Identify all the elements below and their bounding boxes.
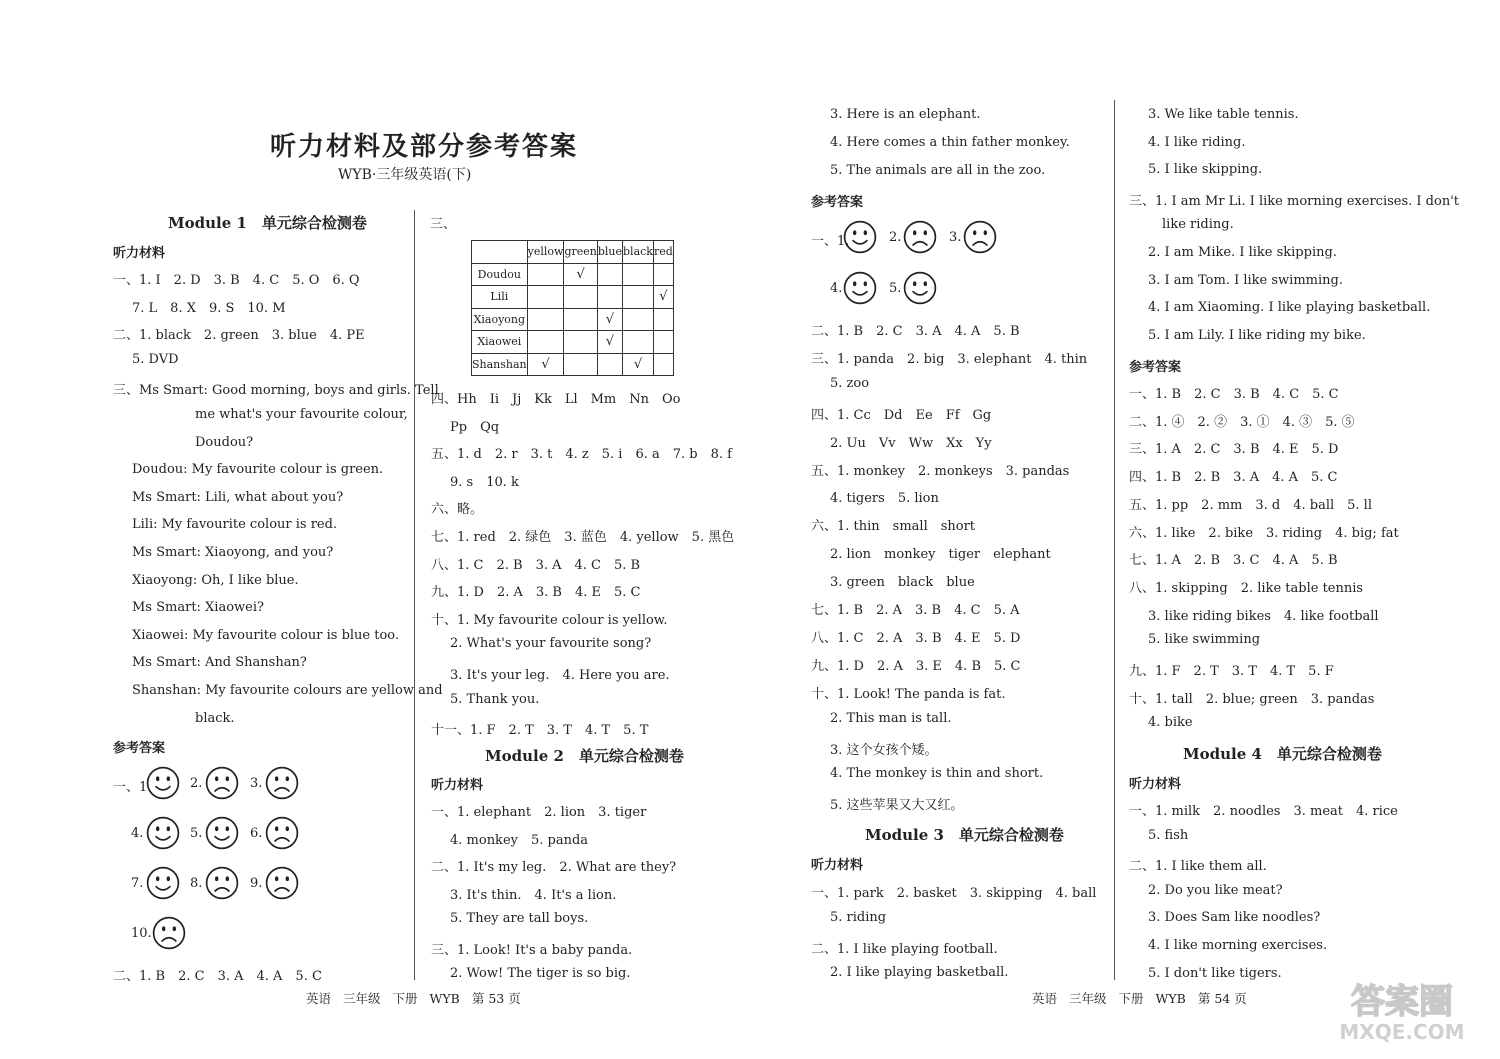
text-line: 3. 这个女孩个矮。: [830, 742, 938, 758]
text-line: 4. tigers 5. lion: [830, 491, 939, 507]
table-cell: [623, 263, 654, 286]
text-line: 4. Here comes a thin father monkey.: [830, 134, 1070, 150]
text-line: 2. Do you like meat?: [1148, 882, 1283, 898]
table-header: yellow: [527, 241, 564, 264]
text-line: 4. monkey 5. panda: [450, 832, 589, 848]
face-number: 5.: [190, 826, 203, 841]
text-line: Ms Smart: And Shanshan?: [132, 655, 307, 671]
table-cell: [564, 286, 597, 309]
text-line: 二、1. It's my leg. 2. What are they?: [431, 860, 677, 875]
text-line: 二、1. black 2. green 3. blue 4. PE: [113, 328, 365, 344]
text-line: 2. This man is tall.: [830, 710, 952, 726]
face-number: 6.: [250, 826, 263, 841]
table-header: green: [564, 241, 597, 264]
text-line: 八、1. C 2. B 3. A 4. C 5. B: [431, 557, 641, 573]
answers-label: 参考答案: [1129, 360, 1182, 375]
face-number: 8.: [190, 876, 203, 891]
table-row: [472, 286, 674, 309]
text-line: 4. bike: [1148, 715, 1193, 731]
text-line: 4. I like riding.: [1148, 134, 1246, 150]
text-line: Ms Smart: Lili, what about you?: [132, 489, 344, 505]
text-line: 3. I am Tom. I like swimming.: [1148, 272, 1343, 288]
text-line: 一、1. elephant 2. lion 3. tiger: [431, 805, 647, 820]
sad-face-icon: [152, 916, 186, 954]
face-number: 4.: [830, 281, 843, 296]
text-line: 5. I don't like tigers.: [1148, 965, 1282, 981]
text-line: Shanshan: My favourite colours are yellow and: [132, 683, 443, 698]
text-line: black.: [195, 710, 235, 726]
text-line: 二、1. ④ 2. ② 3. ① 4. ③ 5. ⑤: [1129, 414, 1355, 430]
module-4-heading: Module 4 单元综合检测卷: [1183, 745, 1382, 763]
footer-left: [306, 989, 533, 1007]
text-line: 3. We like table tennis.: [1148, 107, 1299, 122]
text-line: 三、1. I am Mr Li. I like morning exercises. I don't: [1129, 193, 1459, 209]
text-line: 二、1. I like playing football.: [811, 941, 998, 957]
face-number: 3.: [250, 776, 263, 791]
footer-item: 英语: [1032, 991, 1058, 1006]
table-cell: [623, 286, 654, 309]
text-line: Ms Smart: Xiaowei?: [132, 600, 264, 616]
smiling-face-icon: [903, 271, 937, 309]
text-line: 5. They are tall boys.: [450, 911, 589, 926]
text-line: 一、1. I 2. D 3. B 4. C 5. O 6. Q: [113, 273, 360, 288]
text-line: Ms Smart: Xiaoyong, and you?: [132, 545, 334, 560]
text-line: 六、1. like 2. bike 3. riding 4. big; fat: [1129, 525, 1399, 541]
text-line: 7. L 8. X 9. S 10. M: [132, 300, 286, 316]
table-cell: [527, 286, 564, 309]
footer-item: 三年级: [1069, 991, 1107, 1006]
text-line: 2. What's your favourite song?: [450, 636, 652, 652]
text-line: 二、1. B 2. C 3. A 4. A 5. B: [811, 324, 1020, 339]
table-cell: [527, 308, 564, 331]
watermark-logo: [1322, 975, 1482, 1045]
text-line: 八、1. C 2. A 3. B 4. E 5. D: [811, 630, 1021, 646]
table-cell: [597, 353, 622, 376]
text-line: 七、1. A 2. B 3. C 4. A 5. B: [1129, 553, 1338, 569]
text-line: 5. The animals are all in the zoo.: [830, 162, 1046, 178]
text-line: 2. lion monkey tiger elephant: [830, 547, 1051, 563]
table-cell: [653, 331, 673, 354]
text-line: 三、1. panda 2. big 3. elephant 4. thin: [811, 351, 1088, 367]
answer-line: 二、1. B 2. C 3. A 4. A 5. C: [113, 969, 322, 984]
listening-label: 听力材料: [431, 778, 484, 793]
text-line: 5. riding: [830, 909, 887, 925]
smiling-face-icon: [843, 220, 877, 258]
table-header: blue: [597, 241, 622, 264]
text-line: 九、1. D 2. A 3. E 4. B 5. C: [811, 658, 1021, 674]
text-line: 十、1. tall 2. blue; green 3. pandas: [1129, 691, 1375, 707]
text-line: 一、1. milk 2. noodles 3. meat 4. rice: [1129, 804, 1398, 819]
text-line: 5. I like skipping.: [1148, 162, 1263, 178]
row-name: Xiaowei: [472, 331, 528, 354]
text-line: 2. Uu Vv Ww Xx Yy: [830, 435, 992, 451]
footer-item: 英语: [306, 991, 332, 1006]
table-cell: [653, 263, 673, 286]
text-line: 3. Here is an elephant.: [830, 107, 981, 122]
text-line: 4. The monkey is thin and short.: [830, 766, 1044, 782]
text-line: 四、1. B 2. B 3. A 4. A 5. C: [1129, 470, 1338, 486]
row-name: Xiaoyong: [472, 308, 528, 331]
text-line: 5. like swimming: [1148, 632, 1261, 648]
column-divider: [414, 210, 415, 980]
text-line: 3. green black blue: [830, 575, 975, 591]
face-number: 4.: [131, 826, 144, 841]
answers-label: 参考答案: [113, 741, 166, 756]
text-line: 五、1. d 2. r 3. t 4. z 5. i 6. a 7. b 8. f: [431, 447, 732, 463]
color-table: [471, 240, 674, 376]
sad-face-icon: [903, 220, 937, 258]
table-cell: [623, 308, 654, 331]
table-cell: [527, 331, 564, 354]
sad-face-icon: [265, 766, 299, 804]
table-cell: √: [623, 353, 654, 376]
text-line: 七、1. red 2. 绿色 3. 蓝色 4. yellow 5. 黑色: [431, 530, 735, 545]
text-line: 5. I am Lily. I like riding my bike.: [1148, 327, 1366, 343]
face-number: 7.: [131, 876, 144, 891]
face-number: 9.: [250, 876, 263, 891]
table-cell: [564, 308, 597, 331]
table-cell: √: [564, 263, 597, 286]
text-line: 四、Hh Ii Jj Kk Ll Mm Nn Oo: [431, 392, 681, 407]
row-name: Lili: [472, 286, 528, 309]
watermark-text: 答案圈: [1351, 982, 1453, 1022]
smiling-face-icon: [146, 866, 180, 904]
text-line: Xiaoyong: Oh, I like blue.: [132, 572, 299, 588]
table-row: [472, 353, 674, 376]
text-line: 2. I am Mike. I like skipping.: [1148, 245, 1337, 260]
footer-item: 下册: [1118, 991, 1144, 1006]
watermark-url: MXQE.COM: [1339, 1020, 1465, 1044]
text-line: 六、略。: [431, 502, 484, 518]
table-cell: [527, 263, 564, 286]
smiling-face-icon: [843, 271, 877, 309]
text-line: Pp Qq: [450, 419, 500, 435]
text-line: 9. s 10. k: [450, 474, 519, 490]
text-line: 3. It's your leg. 4. Here you are.: [450, 668, 670, 683]
face-number: 10.: [131, 926, 152, 941]
text-line: 六、1. thin small short: [811, 519, 976, 535]
table-cell: √: [597, 331, 622, 354]
text-line: 3. Does Sam like noodles?: [1148, 910, 1321, 926]
listening-label: 听力材料: [113, 246, 166, 261]
text-line: 十、1. My favourite colour is yellow.: [431, 612, 668, 628]
table-cell: [623, 331, 654, 354]
text-line: 3. like riding bikes 4. like football: [1148, 608, 1379, 624]
text-line: 七、1. B 2. A 3. B 4. C 5. A: [811, 603, 1020, 618]
text-line: Doudou?: [195, 434, 254, 450]
row-name: Shanshan: [472, 353, 528, 376]
footer-item: 下册: [392, 991, 418, 1006]
answers-label: 参考答案: [811, 195, 864, 210]
text-line: like riding.: [1162, 217, 1234, 233]
table-row: [472, 331, 674, 354]
row-name: Doudou: [472, 263, 528, 286]
module-3-heading: Module 3 单元综合检测卷: [865, 826, 1064, 844]
text-line: 八、1. skipping 2. like table tennis: [1129, 580, 1364, 596]
face-number: 2.: [889, 230, 902, 245]
module-2-heading: Module 2 单元综合检测卷: [485, 747, 684, 765]
text-line: 一、1. park 2. basket 3. skipping 4. ball: [811, 886, 1097, 901]
table-cell: √: [653, 286, 673, 309]
text-line: 十、1. Look! The panda is fat.: [811, 686, 1006, 702]
text-line: 2. I like playing basketball.: [830, 965, 1009, 981]
text-line: 5. fish: [1148, 827, 1189, 843]
smiling-face-icon: [205, 816, 239, 854]
footer-item: 三年级: [343, 991, 381, 1006]
footer-item: WYB: [429, 991, 460, 1006]
text-line: 4. I am Xiaoming. I like playing basketball.: [1148, 300, 1431, 316]
text-line: 5. 这些苹果又大又红。: [830, 798, 964, 814]
table-cell: √: [527, 353, 564, 376]
footer-item: 第 53 页: [471, 991, 521, 1006]
table-cell: √: [597, 308, 622, 331]
table-header: black: [623, 241, 654, 264]
sad-face-icon: [265, 866, 299, 904]
text-line: Lili: My favourite colour is red.: [132, 517, 338, 533]
footer-item: WYB: [1155, 991, 1186, 1006]
face-number: 一、1.: [811, 234, 850, 249]
table-cell: [597, 263, 622, 286]
text-line: Doudou: My favourite colour is green.: [132, 462, 384, 478]
table-cell: [564, 331, 597, 354]
text-line: me what's your favourite colour,: [195, 407, 408, 422]
text-line: 2. Wow! The tiger is so big.: [450, 966, 631, 981]
text-line: 九、1. F 2. T 3. T 4. T 5. F: [1129, 664, 1334, 679]
smiling-face-icon: [146, 816, 180, 854]
table-cell: [653, 353, 673, 376]
face-number: 3.: [949, 230, 962, 245]
text-line: 三、1. A 2. C 3. B 4. E 5. D: [1129, 442, 1339, 458]
text-line: Xiaowei: My favourite colour is blue too.: [132, 627, 400, 643]
page-subtitle: WYB·三年级英语(下): [338, 167, 472, 183]
module-1-heading: Module 1 单元综合检测卷: [168, 214, 367, 232]
table-row: [472, 308, 674, 331]
sad-face-icon: [963, 220, 997, 258]
text-line: 九、1. D 2. A 3. B 4. E 5. C: [431, 585, 641, 601]
text-line: 五、1. pp 2. mm 3. d 4. ball 5. ll: [1129, 497, 1373, 513]
face-number: 5.: [889, 281, 902, 296]
table-corner: [472, 241, 528, 264]
footer-item: 第 54 页: [1197, 991, 1247, 1006]
text-line: 一、1. B 2. C 3. B 4. C 5. C: [1129, 387, 1339, 402]
sad-face-icon: [265, 816, 299, 854]
face-number: 一、1.: [113, 780, 152, 795]
footer-right: [1032, 989, 1259, 1007]
table-cell: [564, 353, 597, 376]
page-title: 听力材料及部分参考答案: [270, 132, 579, 162]
table-header: red: [653, 241, 673, 264]
listening-label: 听力材料: [811, 858, 864, 873]
face-number: 2.: [190, 776, 203, 791]
smiling-face-icon: [146, 766, 180, 804]
column-divider: [1114, 100, 1115, 980]
text-line: 5. Thank you.: [450, 691, 540, 707]
table-row: [472, 263, 674, 286]
text-line: 五、1. monkey 2. monkeys 3. pandas: [811, 463, 1070, 479]
table-cell: [597, 286, 622, 309]
sad-face-icon: [205, 766, 239, 804]
section-label: 三、: [430, 217, 457, 232]
sad-face-icon: [205, 866, 239, 904]
text-line: 三、1. Look! It's a baby panda.: [431, 942, 633, 958]
listening-label: 听力材料: [1129, 777, 1182, 792]
text-line: 四、1. Cc Dd Ee Ff Gg: [811, 407, 992, 423]
text-line: 4. I like morning exercises.: [1148, 938, 1328, 953]
table-cell: [653, 308, 673, 331]
text-line: 3. It's thin. 4. It's a lion.: [450, 887, 617, 903]
text-line: 5. DVD: [132, 351, 179, 367]
text-line: 十一、1. F 2. T 3. T 4. T 5. T: [431, 723, 649, 739]
text-line: 三、Ms Smart: Good morning, boys and girls. Tell: [113, 383, 439, 399]
text-line: 二、1. I like them all.: [1129, 859, 1267, 875]
text-line: 5. zoo: [830, 375, 870, 391]
